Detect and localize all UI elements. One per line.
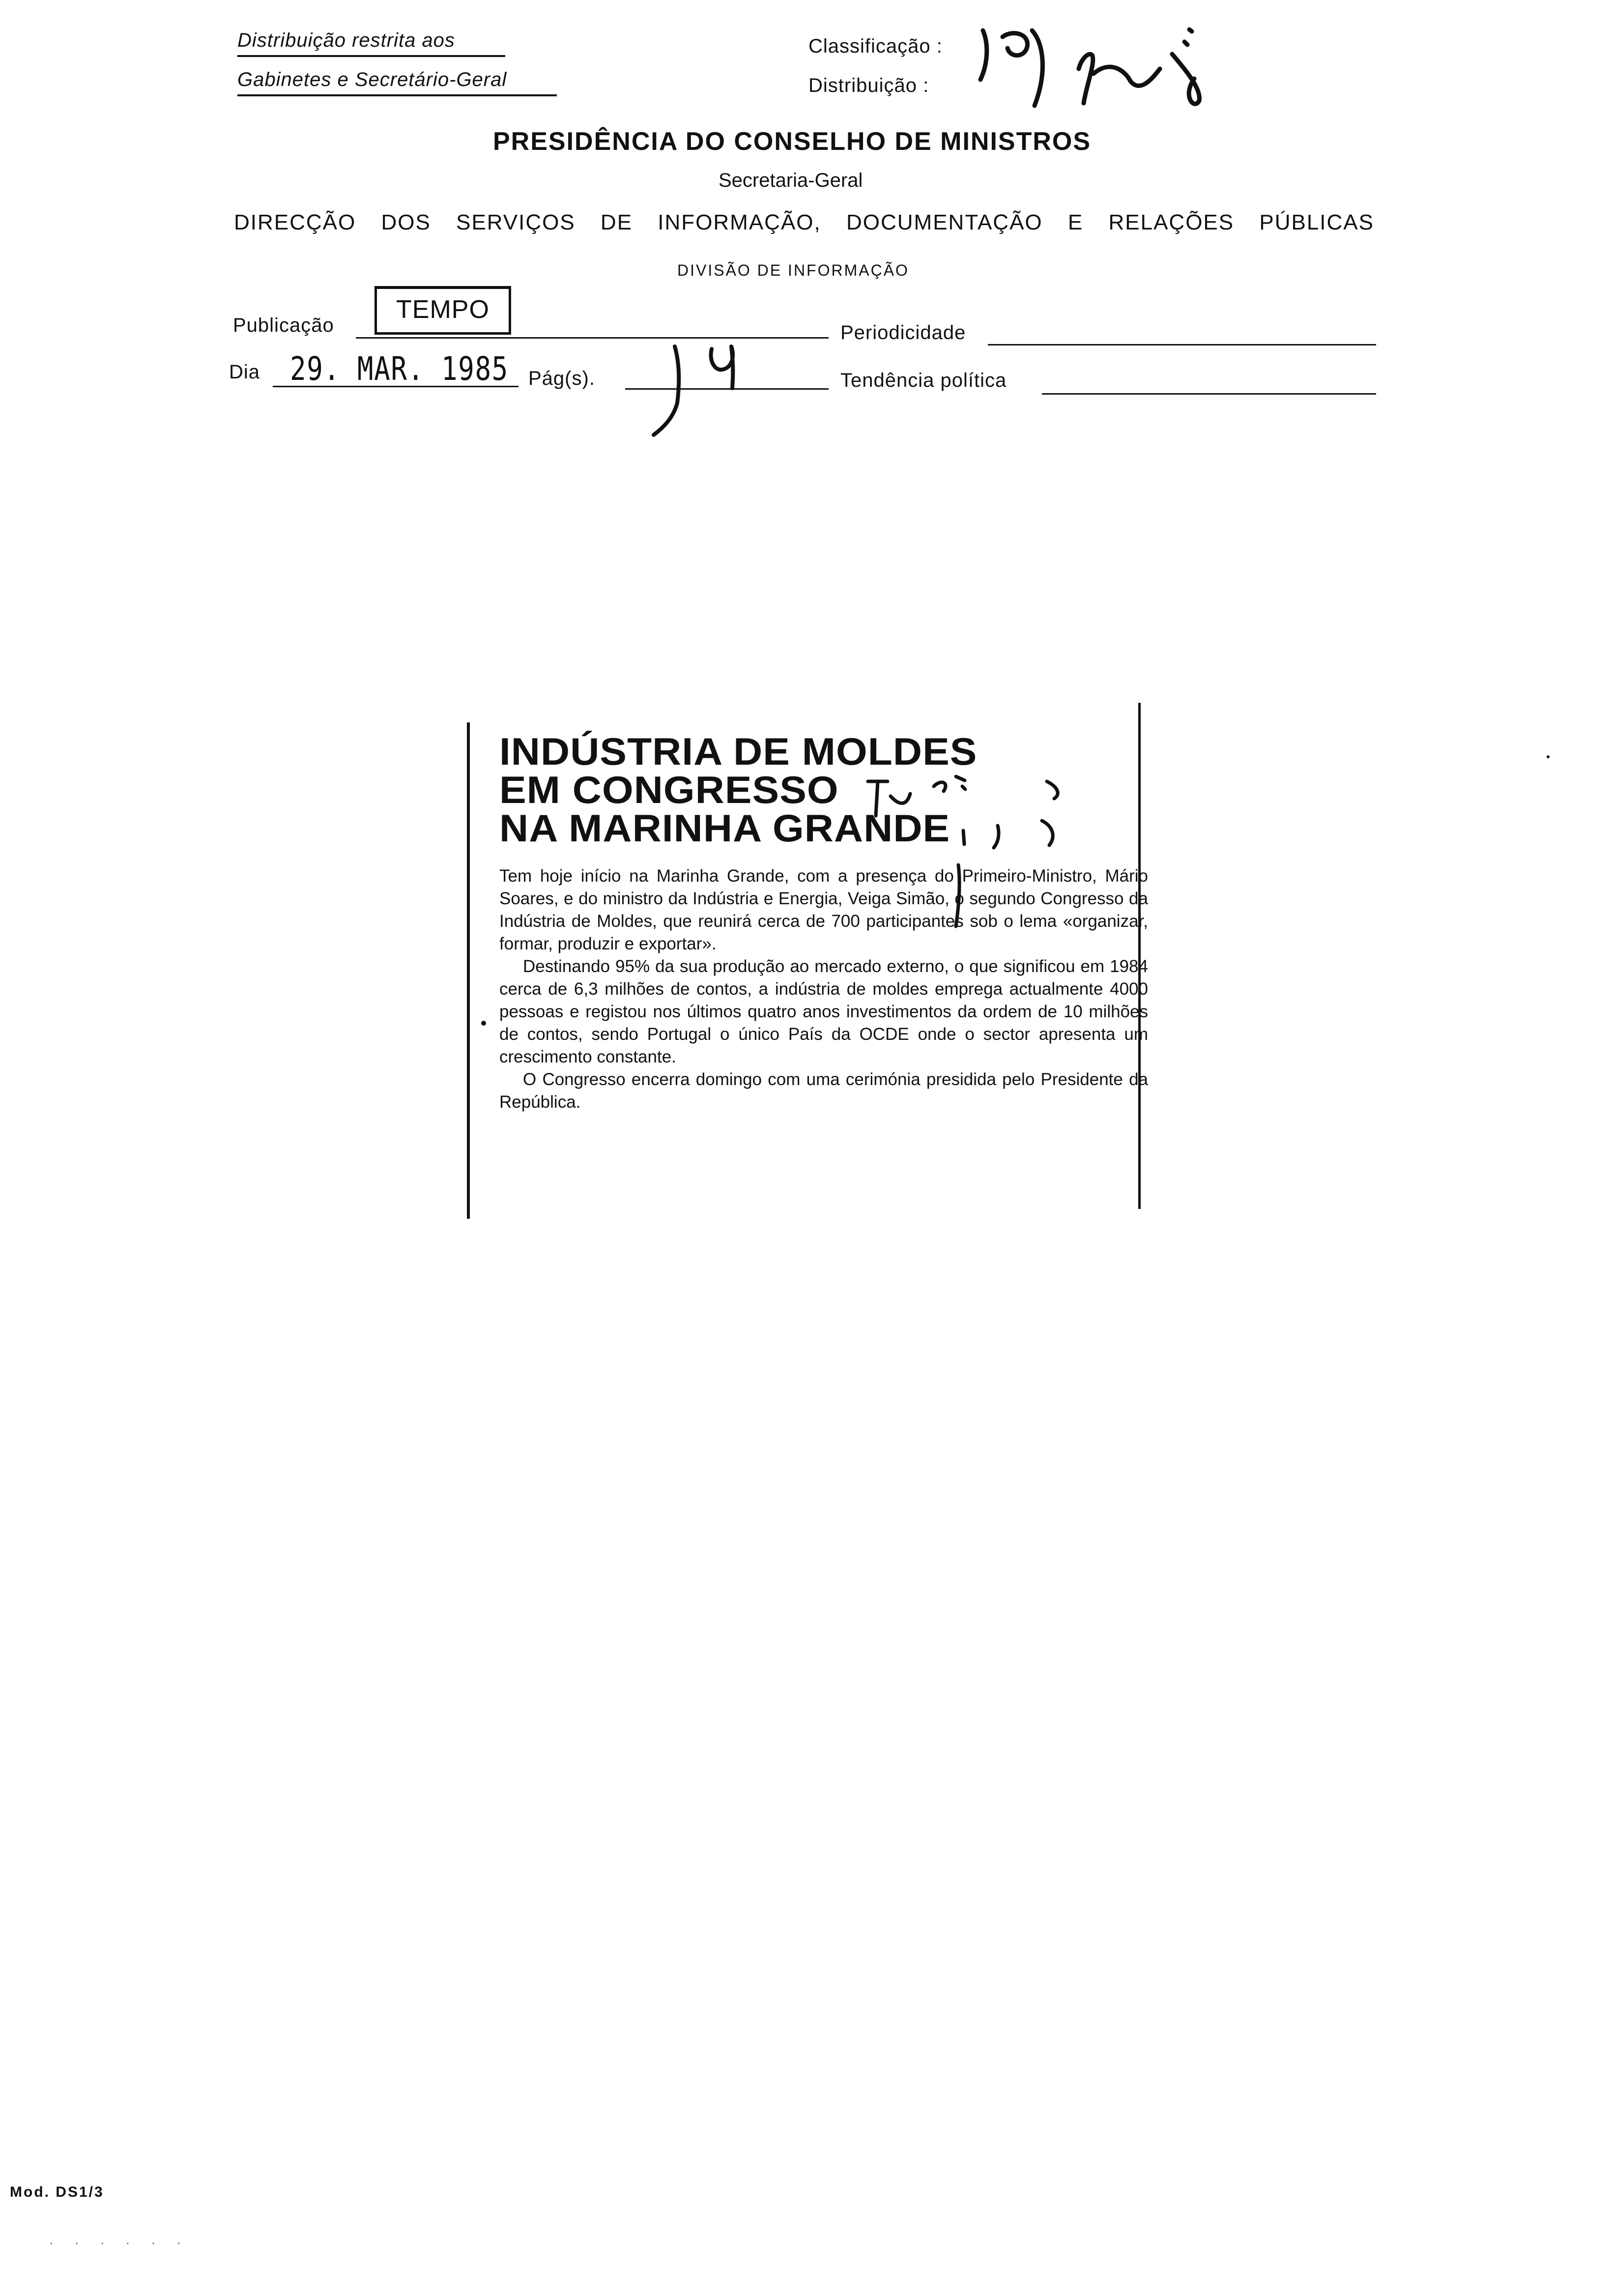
margin-dot-right (1547, 755, 1550, 758)
division-title: DIVISÃO DE INFORMAÇÃO (677, 261, 909, 279)
dia-label: Dia (229, 361, 260, 383)
distribution-note-line2: Gabinetes e Secretário-Geral (237, 69, 507, 90)
pags-handwriting (654, 346, 733, 435)
distribution-note-line1: Distribuição restrita aos (237, 29, 455, 51)
headline-line-2: EM CONGRESSO (499, 768, 839, 811)
pags-label: Pág(s). (528, 368, 595, 389)
article-paragraph-1: Tem hoje início na Marinha Grande, com a presença do Primeiro-Ministro, Mário Soares, e do ministro da Indústria e Energia, Veiga Simão, o segundo Congresso da Indústria de Moldes, que reunirá cerca de 700 participantes sob o lema «organizar, formar, produzir e exportar». (499, 866, 1148, 953)
clipping-handwriting (868, 776, 1058, 926)
form-code: Mod. DS1/3 (10, 2184, 104, 2200)
tendencia-label: Tendência política (840, 370, 1007, 391)
headline-line-3: NA MARINHA GRANDE (499, 806, 950, 850)
article-paragraph-3: O Congresso encerra domingo com uma cerimónia presidida pelo Presidente da República. (499, 1070, 1148, 1112)
classificacao-label: Classificação : (808, 35, 943, 57)
publicacao-value: TEMPO (396, 295, 489, 324)
footer-dots: · · · · · · (49, 2235, 190, 2250)
distribuicao-label: Distribuição : (808, 75, 929, 96)
dia-value: 29. MAR. 1985 (290, 350, 509, 388)
periodicidade-label: Periodicidade (840, 322, 966, 344)
department-title: Secretaria-Geral (719, 170, 863, 191)
margin-dot (481, 1021, 486, 1026)
publicacao-label: Publicação (233, 315, 334, 336)
classification-handwriting (980, 29, 1199, 106)
article-paragraph-2: Destinando 95% da sua produção ao mercado externo, o que significou em 1984 cerca de 6,3 milhões de contos, a indústria de moldes emprega actualmente 4000 pessoas e registou nos últimos quatro anos investimentos da ordem de 10 milhões de contos, sendo Portugal o único País da OCDE onde o sector apresenta um crescimento constante. (499, 957, 1148, 1066)
headline-line-1: INDÚSTRIA DE MOLDES (499, 730, 978, 773)
directorate-title: DIRECÇÃO DOS SERVIÇOS DE INFORMAÇÃO, DOCUMENTAÇÃO E RELAÇÕES PÚBLICAS (234, 210, 1374, 234)
institution-title: PRESIDÊNCIA DO CONSELHO DE MINISTROS (493, 127, 1092, 156)
